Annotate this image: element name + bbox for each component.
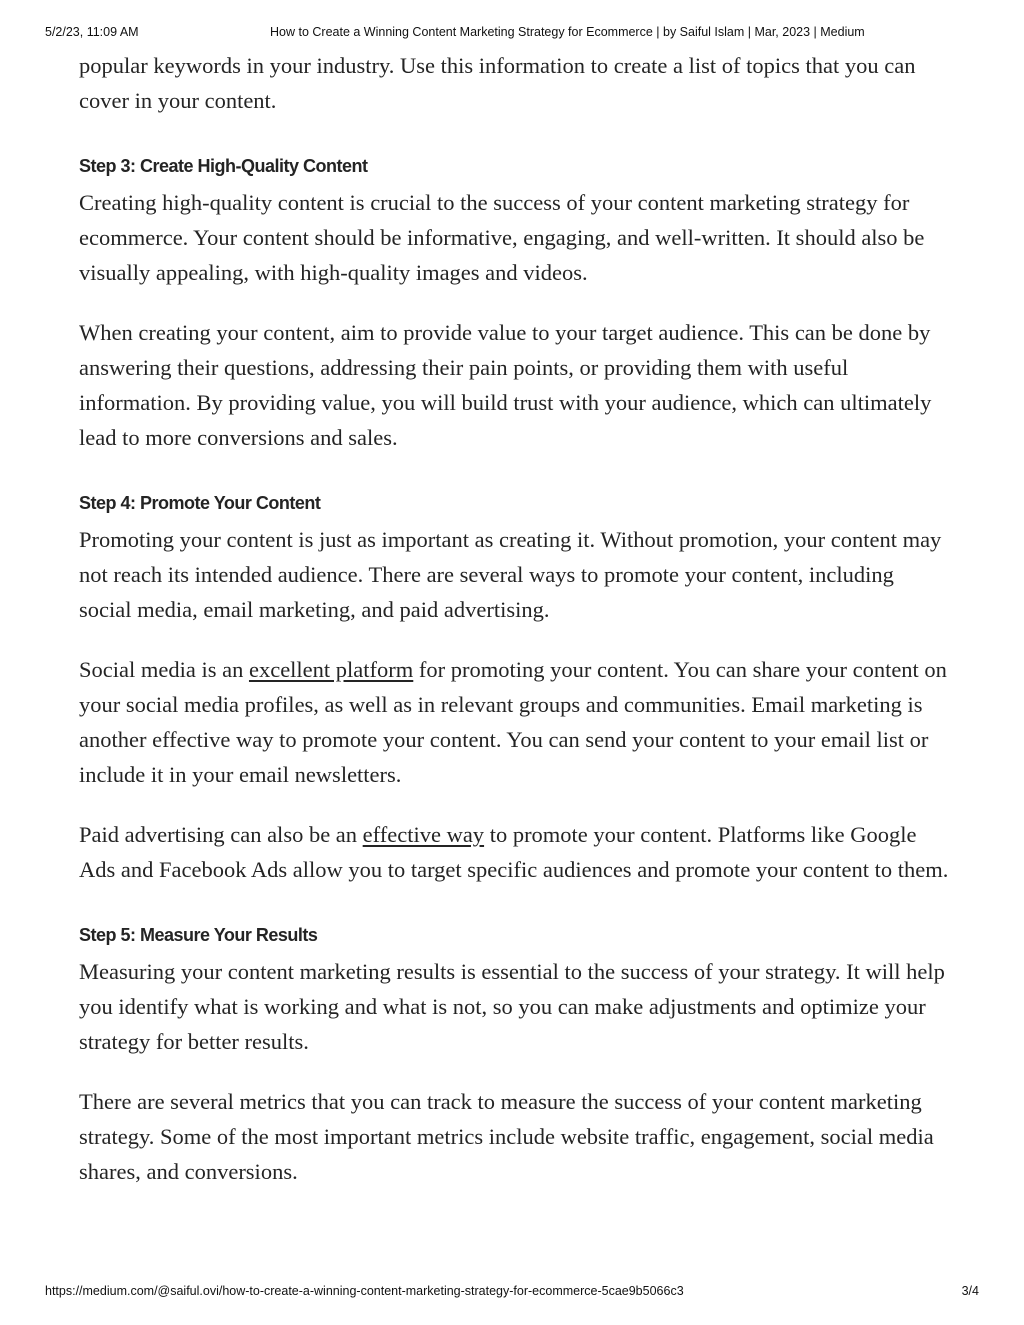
intro-paragraph: popular keywords in your industry. Use this information to create a list of topics that you can cover in your content.	[79, 53, 916, 113]
step3-paragraph-1: Creating high-quality content is crucial to the success of your content marketing strategy for ecommerce. Your content should be informative, engaging, and well-written. It should also be visually appealing, with high-quality images and videos.	[79, 190, 925, 285]
article-body	[79, 46, 949, 1214]
step3-heading: Step 3: Create High-Quality Content	[79, 156, 368, 176]
step4-p3-text-after: to promote your content. Platforms like Google Ads and Facebook Ads allow you to target specific audiences and promote your content to them.	[79, 822, 949, 882]
effective-way-link[interactable]: effective way	[362, 822, 485, 847]
step5-paragraph-2: There are several metrics that you can track to measure the success of your content marketing strategy. Some of the most important metrics include website traffic, engagement, social media shares, and conversions.	[79, 1089, 934, 1184]
step4-paragraph-3	[79, 817, 949, 887]
step4-p3-text-before: Paid advertising can also be an	[79, 822, 363, 847]
print-footer	[0, 1284, 1024, 1300]
step4-paragraph-1: Promoting your content is just as important as creating it. Without promotion, your content may not reach its intended audience. There are several ways to promote your content, including social media, email marketing, and paid advertising.	[79, 527, 942, 622]
step4-p2-text-before: Social media is an	[79, 657, 249, 682]
excellent-platform-link[interactable]: excellent platform	[248, 657, 414, 682]
step3-paragraph-2: When creating your content, aim to provide value to your target audience. This can be done by answering their questions, addressing their pain points, or providing them with useful information. By providing value, you will build trust with your audience, which can ultimately lead to more conversions and sales.	[79, 320, 932, 450]
step4-p2-text-after: for promoting your content. You can share your content on your social media profiles, as well as in relevant groups and communities. Email marketing is another effective way to promote your content. You can send your content to your email list or include it in your email newsletters.	[79, 657, 947, 787]
print-url: https://medium.com/@saiful.ovi/how-to-create-a-winning-content-marketing-strategy-for-ecommerce-5cae9b5066c3	[45, 1284, 684, 1298]
step5-paragraph-1: Measuring your content marketing results is essential to the success of your strategy. It will help you identify what is working and what is not, so you can make adjustments and optimize your strategy for better results.	[79, 959, 945, 1054]
print-page-title: How to Create a Winning Content Marketing Strategy for Ecommerce | by Saiful Islam | Mar, 2023 | Medium	[270, 25, 865, 39]
page-number: 3/4	[961, 1284, 979, 1298]
print-header	[0, 25, 1024, 41]
print-datetime: 5/2/23, 11:09 AM	[45, 25, 139, 39]
step5-heading: Step 5: Measure Your Results	[79, 925, 318, 945]
step4-paragraph-2	[79, 652, 949, 792]
step4-heading: Step 4: Promote Your Content	[79, 493, 321, 513]
